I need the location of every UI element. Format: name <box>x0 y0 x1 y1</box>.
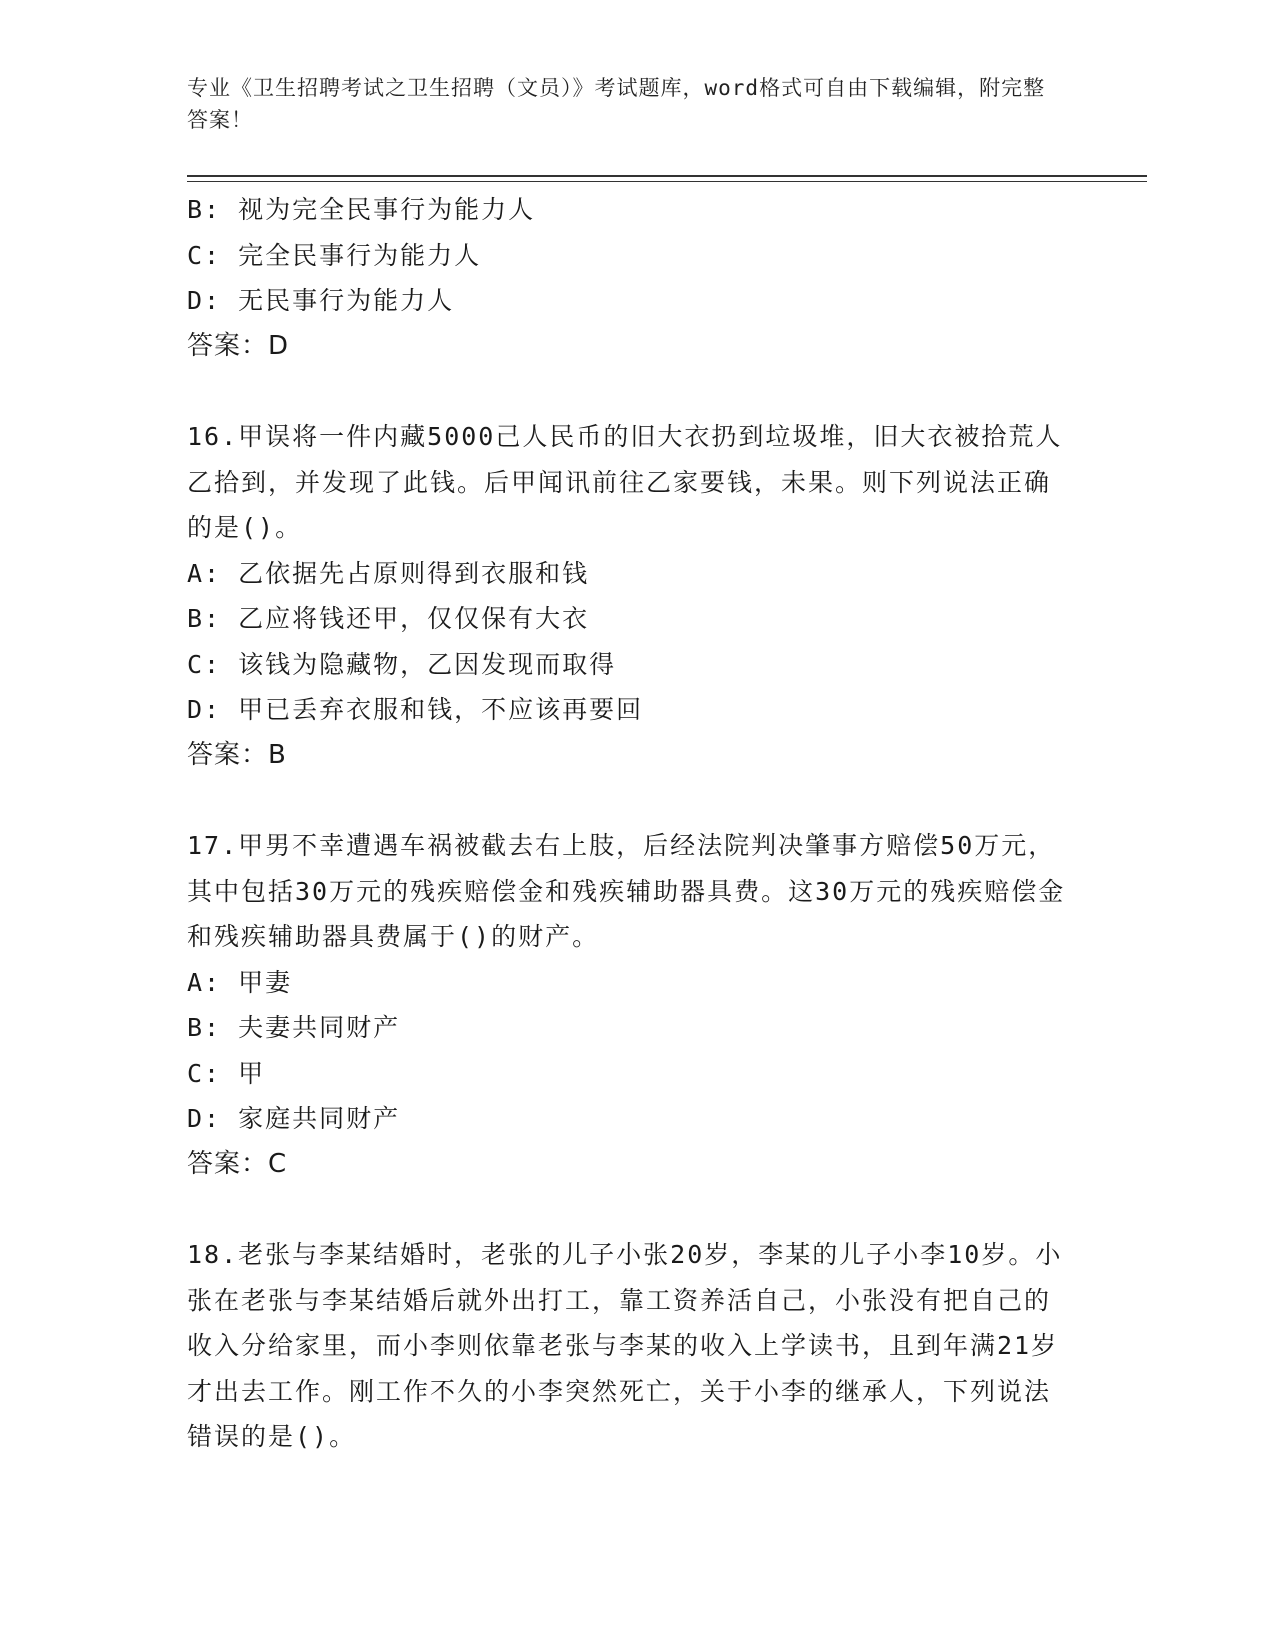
question-16-option-c: C: 该钱为隐藏物，乙因发现而取得 <box>187 649 617 679</box>
question-17-answer: 答案：C <box>187 1148 288 1179</box>
question-18-stem: 18.老张与李某结婚时，老张的儿子小张20岁，李某的儿子小李10岁。小张在老张与李某结婚后就外出打工，靠工资养活自己，小张没有把自己的收入分给家里，而小李则依靠老张与李某的收入上学读书，且到年满21岁才出去工作。刚工作不久的小李突然死亡，关于小李的继承人，下列说法错误的是()。 <box>187 1240 1063 1451</box>
question-content <box>187 187 1067 1460</box>
question-17-option-b: B: 夫妻共同财产 <box>187 1013 401 1042</box>
spacer <box>187 369 1067 414</box>
question-16-option-a: A: 乙依据先占原则得到衣服和钱 <box>187 558 590 588</box>
page-header: 专业《卫生招聘考试之卫生招聘（文员）》考试题库，word格式可自由下载编辑，附完整答案！ <box>187 76 1046 132</box>
question-16-option-b: B: 乙应将钱还甲，仅仅保有大衣 <box>187 604 590 633</box>
spacer <box>187 778 1067 823</box>
spacer <box>187 1187 1067 1232</box>
question-16-stem: 16.甲误将一件内藏5000己人民币的旧大衣扔到垃圾堆，旧大衣被拾荒人乙拾到，并发现了此钱。后甲闻讯前往乙家要钱，未果。则下列说法正确的是()。 <box>187 422 1063 542</box>
question-16-option-d: D: 甲已丢弃衣服和钱，不应该再要回 <box>187 695 644 724</box>
header-rule-thin <box>187 181 1147 182</box>
question-17-option-a: A: 甲妻 <box>187 967 293 997</box>
question-16-answer: 答案：B <box>187 739 287 770</box>
header-rule-thick <box>187 175 1147 177</box>
question-17-stem: 17.甲男不幸遭遇车祸被截去右上肢，后经法院判决肇事方赔偿50万元，其中包括30万元的残疾赔偿金和残疾辅助器具费。这30万元的残疾赔偿金和残疾辅助器具费属于()的财产。 <box>187 831 1066 951</box>
option-d: D: 无民事行为能力人 <box>187 286 455 315</box>
option-b: B: 视为完全民事行为能力人 <box>187 195 536 224</box>
answer-label: 答案：D <box>187 330 290 361</box>
option-c: C: 完全民事行为能力人 <box>187 240 482 270</box>
question-17-option-d: D: 家庭共同财产 <box>187 1104 401 1133</box>
question-17-option-c: C: 甲 <box>187 1058 266 1088</box>
